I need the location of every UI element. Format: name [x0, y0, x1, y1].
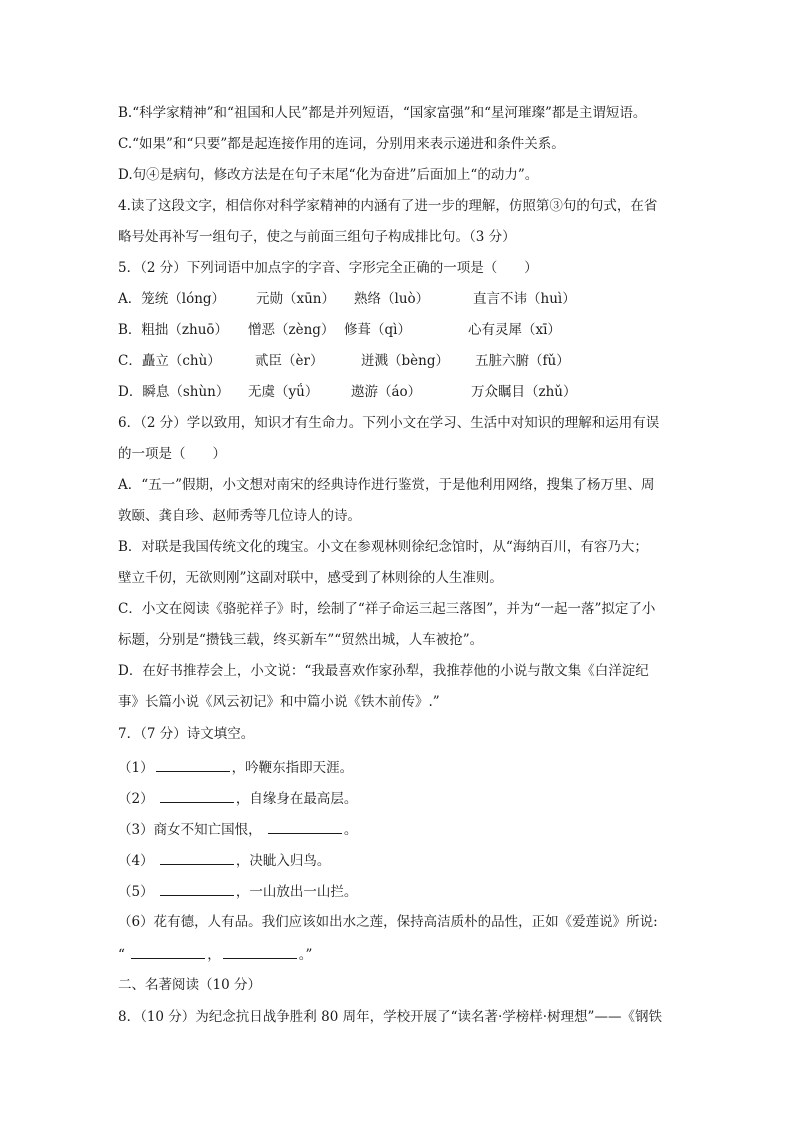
item-text: ，吟鞭东指即天涯。: [231, 760, 354, 776]
fill-blank[interactable]: [160, 881, 234, 896]
item-end: 。: [343, 822, 358, 838]
question-4-line-1: 4.读了这段文字，相信你对科学家精神的内涵有了进一步的理解，仿照第③句的句式，在省: [118, 198, 658, 214]
close-quote: 。”: [298, 947, 313, 963]
question-7-item-6-line-2: [118, 944, 678, 964]
item-text: （3）商女不知亡国恨，: [118, 822, 262, 838]
question-8-line-1: 8．（10 分）为纪念抗日战争胜利 80 周年，学校开展了“读名著·学榜样·树理想”——《钢铁: [118, 1009, 662, 1025]
question-6-option-a-line-1: A．“五一”假期，小文想对南宋的经典诗作进行鉴赏，于是他利用网络，搜集了杨万里、周: [118, 477, 655, 493]
question-7-item-1: [118, 757, 678, 777]
q5-a-word-1: A．笼统（lóng）: [118, 291, 226, 307]
q5-b-word-1: B．粗拙（zhuō）: [118, 322, 229, 338]
item-number: （5）: [118, 884, 154, 900]
item-number: （1）: [118, 760, 154, 776]
q5-a-word-4: 直言不讳（huì）: [473, 291, 576, 307]
q5-a-word-3: 熟络（luò）: [354, 291, 430, 307]
q5-a-word-2: 元勋（xūn）: [256, 291, 336, 307]
q5-d-word-4: 万众瞩目（zhǔ）: [471, 384, 577, 400]
item-text: ，决眦入归鸟。: [235, 853, 331, 869]
question-7-item-5: [118, 881, 678, 901]
fill-blank[interactable]: [156, 757, 230, 772]
question-5-option-d: [118, 383, 678, 401]
fill-blank[interactable]: [160, 850, 234, 865]
q5-c-word-2: 贰臣（èr）: [255, 353, 324, 369]
question-7-item-2: [118, 788, 678, 808]
q5-b-word-2: 憎恶（zèng）: [248, 322, 335, 338]
fill-blank[interactable]: [223, 944, 297, 959]
q5-d-word-2: 无虞（yǘ）: [248, 384, 319, 400]
q5-d-word-1: D．瞬息（shùn）: [118, 384, 230, 400]
question-7-item-6-line-1: （6）花有德，人有品。我们应该如出水之莲，保持高洁质朴的品性，正如《爱莲说》所说:: [118, 914, 658, 930]
q5-d-word-3: 遨游（áo）: [351, 384, 422, 400]
section-2-heading: 二、名著阅读（10 分）: [118, 977, 261, 993]
question-6-line-2: 的一项是（ ）: [118, 446, 226, 462]
question-6-line-1: 6．（2 分）学以致用，知识才有生命力。下列小文在学习、生活中对知识的理解和运用有误: [118, 415, 660, 431]
question-4-line-2: 略号处再补写一组句子，使之与前面三组句子构成排比句。（3 分）: [118, 229, 516, 245]
question-7-item-4: [118, 850, 678, 870]
question-7-item-3: [118, 819, 678, 839]
question-6-option-d-line-1: D．在好书推荐会上，小文说：“我最喜欢作家孙犁，我推荐他的小说与散文集《白洋淀纪: [118, 663, 649, 679]
question-6-option-b-line-1: B．对联是我国传统文化的瑰宝。小文在参观林则徐纪念馆时，从“海纳百川，有容乃大；: [118, 539, 648, 555]
q5-c-word-3: 迸溅（bèng）: [361, 353, 449, 369]
question-6-option-a-line-2: 敦颐、龚自珍、赵师秀等几位诗人的诗。: [118, 508, 361, 524]
q5-b-word-3: 修葺（qì）: [344, 322, 411, 338]
question-5-stem: 5．（2 分）下列词语中加点字的字音、字形完全正确的一项是（ ）: [118, 260, 538, 276]
question-6-option-d-line-2: 事》长篇小说《风云初记》和中篇小说《铁木前传》.”: [118, 694, 440, 710]
question-7-stem: 7．（7 分）诗文填空。: [118, 726, 255, 742]
q5-b-word-4: 心有灵犀（xī）: [468, 322, 561, 338]
item-text: ，一山放出一山拦。: [235, 884, 358, 900]
question-6-option-c-line-1: C．小文在阅读《骆驼祥子》时，绘制了“祥子命运三起三落图”，并为“一起一落”拟定了小: [118, 601, 656, 617]
question-5-option-a: [118, 290, 678, 308]
q5-c-word-1: C．矗立（chù）: [118, 353, 221, 369]
open-quote: “: [118, 947, 125, 963]
option-b-text: B.“科学家精神”和“祖国和人民”都是并列短语，“国家富强”和“星河璀璨”都是主谓短语。: [118, 105, 647, 121]
fill-blank[interactable]: [131, 944, 205, 959]
comma: ，: [207, 947, 221, 963]
question-5-option-c: [118, 352, 678, 370]
fill-blank[interactable]: [268, 819, 342, 834]
item-number: （4）: [118, 853, 154, 869]
q5-c-word-4: 五脏六腑（fǔ）: [475, 353, 570, 369]
question-6-option-c-line-2: 标题，分别是“攒钱三载，终买新车”“贸然出城，人车被抢”。: [118, 632, 484, 648]
option-c-text: C.“如果”和“只要”都是起连接作用的连词，分别用来表示递进和条件关系。: [118, 136, 565, 152]
item-text: ，自缘身在最高层。: [235, 791, 358, 807]
option-d-text: D.句④是病句，修改方法是在句子末尾“化为奋进”后面加上“的动力”。: [118, 167, 539, 183]
fill-blank[interactable]: [160, 788, 234, 803]
question-5-option-b: [118, 321, 678, 339]
question-6-option-b-line-2: 壁立千仞，无欲则刚”这副对联中，感受到了林则徐的人生准则。: [118, 570, 503, 586]
item-number: （2）: [118, 791, 154, 807]
